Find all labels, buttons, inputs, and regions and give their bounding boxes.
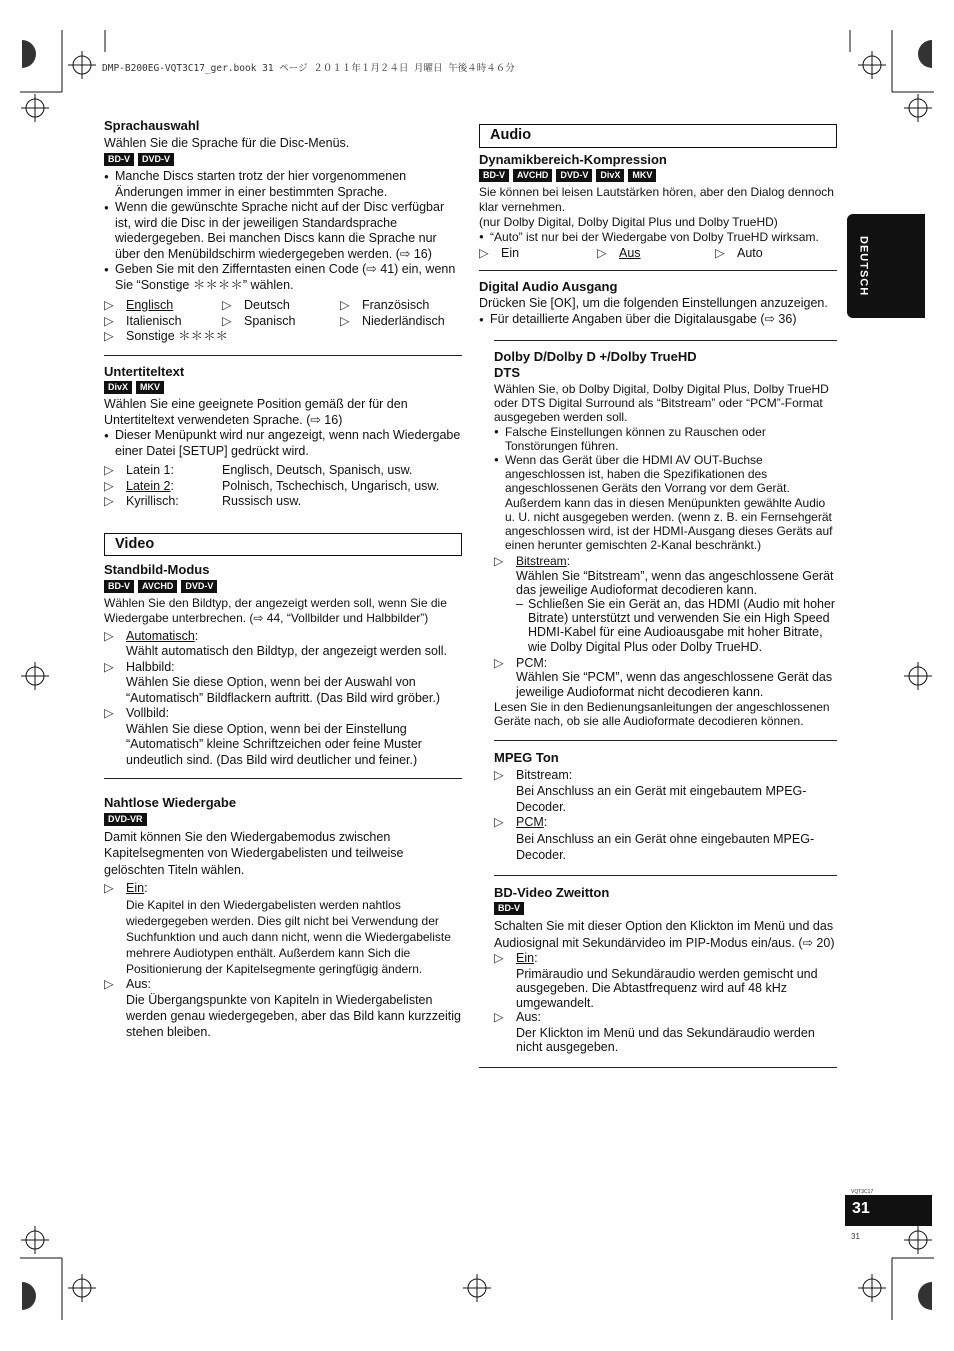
- nahtlos-section: [104, 795, 462, 1040]
- option-text: Die Kapitel in den Wiedergabelisten werden nahtlos wiedergegeben werden. Dies gilt nicht bei Verwendung der Suchfunktion und auch dann nicht, wenn die Wiedergabeliste mehrere Audiotypen enthält. Außerdem kann Sich die Positionierung der Kapitelsegmente geringfügig ändern.: [126, 897, 451, 976]
- option-row: ▷ Ein ▷ Aus ▷ Auto: [479, 246, 763, 260]
- option-label: Latein 1:: [126, 463, 174, 477]
- digital-intro: Drücken Sie [OK], um die folgenden Einstellungen anzuzeigen.: [479, 296, 828, 310]
- option-item: ▷ Bitstream:: [494, 767, 573, 782]
- option-niederlaendisch: Niederländisch: [362, 313, 445, 328]
- nahtlos-heading: Nahtlose Wiedergabe: [104, 795, 237, 810]
- bullet-item: ● Für detaillierte Angaben über die Digitalausgabe (⇨ 36): [479, 312, 837, 328]
- tag: DVD-VR: [104, 813, 147, 826]
- option-sonstige: Sonstige ＊＊＊＊: [126, 329, 229, 343]
- bullet-item: ● Wenn die gewünschte Sprache nicht auf der Disc verfügbar ist, wird die Disc in der jeweiligen Standardsprache wiedergegeben. Bei manchen Discs kann die Sprache nur über den Menübildschirm wiedergegeben werden. (⇨ 16): [104, 200, 462, 262]
- standbild-section: [104, 562, 462, 768]
- option-text: Bei Anschluss an ein Gerät ohne eingebauten MPEG-Decoder.: [516, 831, 815, 862]
- option-label: Automatisch: [126, 628, 195, 643]
- tag: DVD-V: [556, 169, 592, 182]
- option-text: Wählen Sie “PCM”, wenn das angeschlossene Gerät das jeweilige Audioformat nicht decodieren kann.: [516, 670, 833, 699]
- option-text: Wählen Sie “Bitstream”, wenn das angeschlossene Gerät das jeweilige Audioformat decodieren kann.: [516, 568, 834, 597]
- option-label: Bitstream:: [516, 767, 573, 782]
- tag: DVD-V: [181, 580, 217, 593]
- zweitton-intro: Schalten Sie mit dieser Option den Klickton im Menü und das Audiosignal mit Sekundärvideo im PIP-Modus ein/aus. (⇨ 20): [494, 919, 835, 950]
- option-text: Wählen Sie diese Option, wenn bei der Auswahl von “Automatisch” Bildflackern auftritt. (Das Bild wird gröber.): [126, 675, 440, 705]
- option-row: ▷ Sonstige ＊＊＊＊: [104, 329, 229, 343]
- mpeg-heading: MPEG Ton: [494, 750, 559, 766]
- option-text: Bei Anschluss an ein Gerät mit eingebautem MPEG-Decoder.: [516, 784, 807, 815]
- nahtlos-intro: Damit können Sie den Wiedergabemodus zwischen Kapitelsegmenten von Wiedergabelisten und teilweise gelöschten Titeln wählen.: [104, 829, 404, 877]
- disc-tags: [494, 902, 837, 915]
- disc-tags: [104, 580, 462, 593]
- dolby-outro: Lesen Sie in den Bedienungsanleitungen der angeschlossenen Geräte nach, ob sie alle Audioformate decodieren können.: [494, 699, 830, 728]
- option-englisch: Englisch: [126, 298, 174, 312]
- option-row: ▷ Englisch ▷ Deutsch ▷ Französisch: [104, 298, 430, 312]
- option-label: Halbbild:: [126, 659, 175, 674]
- page-number-small: 31: [851, 1232, 860, 1241]
- dts-heading: DTS: [494, 364, 520, 380]
- sprachauswahl-intro: Wählen Sie die Sprache für die Disc-Menüs.: [104, 135, 350, 150]
- left-column: [104, 118, 462, 1040]
- option-suffix: :: [543, 815, 548, 830]
- dynamik-heading: Dynamikbereich-Kompression: [479, 151, 667, 167]
- divider: [104, 778, 462, 779]
- option-item: ▷ Halbbild:: [104, 659, 175, 674]
- bullet-item: ● Wenn das Gerät über die HDMI AV OUT-Buchse angeschlossen ist, haben die Spezifikationen des angeschlossenen Geräts den Vorrang vor dem Gerät. Außerdem kann das in diesen Menüpunkten gewählte Audio u. U. nicht ausgegeben werden. (wenn z. B. ein Fernsehgerät angeschlossen wird, ist der HDMI-Ausgang dieses Geräts auf einen herunter gemischten 2-Kanal beschränkt.): [494, 453, 837, 552]
- option-franzoesisch: Französisch: [362, 298, 430, 312]
- option-text: Die Übergangspunkte von Kapiteln in Wiedergabelisten werden genau wiedergegeben, aber das Bild kann kurzzeitig stehen bleiben.: [126, 993, 461, 1039]
- option-item: ▷ Vollbild:: [104, 706, 170, 720]
- dolby-intro: Wählen Sie, ob Dolby Digital, Dolby Digital Plus, Dolby TrueHD oder DTS Digital Surround als “Bitstream” oder “PCM”-Format ausgegeben werden soll.: [494, 382, 829, 425]
- untertiteltext-section: [104, 364, 462, 510]
- option-row: ▷ Latein 2: Polnisch, Tschechisch, Ungarisch, usw.: [104, 478, 440, 493]
- standbild-intro: Wählen Sie den Bildtyp, der angezeigt werden soll, wenn Sie die Wiedergabe unterbrechen. (⇨ 44, “Vollbilder und Halbbilder”): [104, 595, 447, 625]
- option-item: ▷ Ein:: [104, 881, 148, 895]
- standbild-heading: Standbild-Modus: [104, 562, 210, 577]
- zweitton-heading: BD-Video Zweitton: [494, 884, 610, 900]
- sprachauswahl-section: [104, 118, 462, 345]
- option-value: Englisch, Deutsch, Spanisch, usw.: [222, 463, 413, 477]
- option-label: Aus:: [516, 1010, 542, 1025]
- dynamik-intro: Sie können bei leisen Lautstärken hören, aber den Dialog dennoch klar vernehmen.: [479, 185, 834, 214]
- option-item: ▷ Automatisch:: [104, 628, 199, 643]
- option-label: PCM:: [516, 655, 548, 670]
- dynamik-section: [479, 152, 837, 262]
- option-label: Latein 2: [126, 478, 171, 493]
- option-italienisch: Italienisch: [126, 313, 182, 328]
- bullet-item: ● Manche Discs starten trotz der hier vorgenommenen Änderungen immer in einer bestimmten Sprache.: [104, 169, 462, 200]
- option-value: Russisch usw.: [222, 494, 302, 508]
- tag: AVCHD: [513, 169, 552, 182]
- dolby-heading: Dolby D/Dolby D +/Dolby TrueHD: [494, 349, 697, 364]
- option-suffix: :: [534, 951, 538, 966]
- option-text: Wählt automatisch den Bildtyp, der angezeigt werden soll.: [126, 644, 448, 658]
- tag: DivX: [104, 381, 132, 394]
- sprachauswahl-heading: Sprachauswahl: [104, 118, 200, 133]
- divider: [494, 875, 837, 876]
- option-item: ▷ Aus:: [104, 976, 152, 991]
- mpeg-section: [494, 750, 837, 863]
- divider: [479, 270, 837, 271]
- disc-tags: [104, 153, 462, 166]
- bullet-item: ● Dieser Menüpunkt wird nur angezeigt, wenn nach Wiedergabe einer Datei [SETUP] gedrückt wird.: [104, 428, 462, 459]
- option-aus: Aus: [619, 246, 641, 260]
- option-ein: Ein: [501, 246, 520, 260]
- option-item: ▷ PCM:: [494, 655, 548, 670]
- option-auto: Auto: [737, 246, 763, 260]
- option-label: Vollbild:: [126, 706, 170, 720]
- option-label: PCM: [516, 815, 544, 830]
- zweitton-section: [494, 885, 837, 1055]
- tag: BD-V: [104, 580, 134, 593]
- audio-section-title: Audio: [479, 124, 837, 148]
- untertiteltext-heading: Untertiteltext: [104, 363, 185, 379]
- bullet-item: ● “Auto” ist nur bei der Wiedergabe von Dolby TrueHD wirksam.: [479, 230, 837, 244]
- untertiteltext-intro: Wählen Sie eine geeignete Position gemäß der für den Untertiteltext verwendeten Sprache. (⇨ 16): [104, 397, 408, 427]
- option-suffix: :: [144, 881, 148, 895]
- tag: AVCHD: [138, 580, 177, 593]
- option-row: ▷ Italienisch ▷ Spanisch ▷ Niederländisch: [104, 313, 445, 328]
- page-number: 31: [852, 1200, 870, 1217]
- option-item: ▷ PCM:: [494, 815, 548, 830]
- tag: BD-V: [104, 153, 134, 166]
- option-label: Ein: [516, 951, 535, 966]
- digital-subsections: [494, 340, 837, 1055]
- side-tab-label: DEUTSCH: [857, 236, 870, 297]
- dolby-section: [494, 349, 837, 728]
- option-label: Kyrillisch:: [126, 494, 179, 508]
- option-suffix: :: [170, 478, 174, 493]
- divider: [494, 740, 837, 741]
- option-text: Der Klickton im Menü und das Sekundäraudio werden nicht ausgegeben.: [516, 1025, 815, 1055]
- option-label: Ein: [126, 881, 145, 895]
- divider: [479, 1067, 837, 1068]
- right-column: [479, 124, 837, 1068]
- tag: BD-V: [479, 169, 509, 182]
- disc-tags: [104, 381, 462, 394]
- tag: MKV: [628, 169, 656, 182]
- option-row: ▷ Latein 1: Englisch, Deutsch, Spanisch, usw.: [104, 463, 413, 477]
- disc-tags: [479, 169, 837, 182]
- page-number-box: [845, 1195, 932, 1226]
- option-suffix: :: [194, 628, 199, 643]
- option-deutsch: Deutsch: [244, 298, 290, 312]
- option-label: Bitstream: [516, 554, 567, 569]
- print-header: DMP-B200EG-VQT3C17_ger.book 31 ページ ２０１１年１月２４日 月曜日 午後４時４６分: [102, 63, 515, 74]
- option-item: ▷ Ein:: [494, 951, 538, 966]
- tag: BD-V: [494, 902, 524, 915]
- tag: MKV: [136, 381, 164, 394]
- bullet-item: ● Falsche Einstellungen können zu Rauschen oder Tonstörungen führen.: [494, 425, 837, 453]
- dynamik-note: (nur Dolby Digital, Dolby Digital Plus und Dolby TrueHD): [479, 215, 778, 229]
- option-text: Wählen Sie diese Option, wenn bei der Einstellung “Automatisch” kleine Schriftzeichen oder feine Muster undeutlich sind. (Das Bild wird deutlicher und feiner.): [126, 721, 422, 767]
- option-row: ▷ Kyrillisch: Russisch usw.: [104, 494, 302, 508]
- bullet-item: ● Geben Sie mit den Zifferntasten einen Code (⇨ 41) ein, wenn Sie “Sonstige ＊＊＊＊” wählen.: [104, 262, 462, 293]
- option-value: Polnisch, Tschechisch, Ungarisch, usw.: [222, 478, 440, 493]
- tag: DivX: [596, 169, 624, 182]
- option-item: ▷ Bitstream:: [494, 554, 571, 569]
- tag: DVD-V: [138, 153, 174, 166]
- option-text: Primäraudio und Sekundäraudio werden gemischt und ausgegeben. Die Abtastfrequenz wird auf 48 kHz umgewandelt.: [516, 966, 818, 1010]
- divider: [104, 355, 462, 356]
- divider: [494, 340, 837, 341]
- page-code: VQT3C17: [851, 1189, 874, 1195]
- language-side-tab: [847, 214, 925, 318]
- option-spanisch: Spanisch: [244, 313, 296, 328]
- digital-heading: Digital Audio Ausgang: [479, 278, 618, 294]
- dash-note: – Schließen Sie ein Gerät an, das HDMI (Audio mit hoher Bitrate) unterstützt und verwenden Sie ein High Speed HDMI-Kabel für eine Audioausgabe mit hoher Bitrate, wie Dolby Digital Plus oder Dolby TrueHD.: [516, 597, 837, 654]
- disc-tags: [104, 813, 462, 826]
- option-item: ▷ Aus:: [494, 1010, 542, 1025]
- video-section-title: Video: [104, 533, 462, 557]
- digital-section: [479, 279, 837, 328]
- option-label: Aus:: [126, 976, 152, 991]
